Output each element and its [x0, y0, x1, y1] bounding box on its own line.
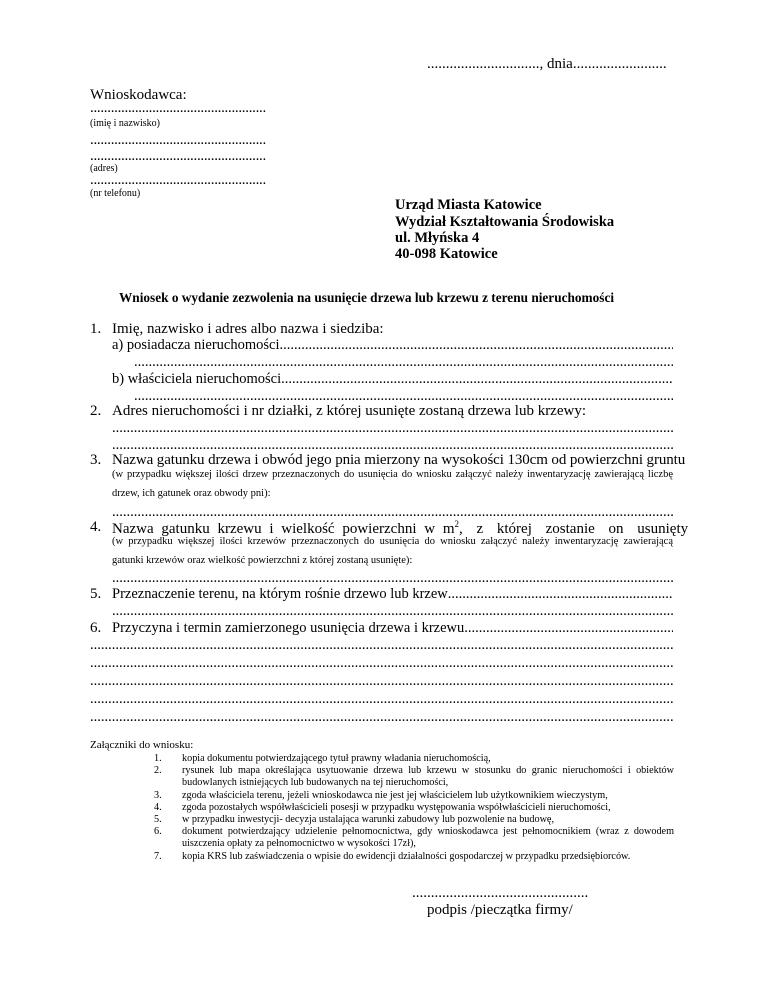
removal-reason-label: Przyczyna i termin zamierzonego usunięcia drzewa i krzewu [112, 620, 465, 636]
section-4-number: 4. [90, 519, 102, 535]
section-4-heading-sup: 2 [454, 519, 459, 529]
owner-possessor-label: a) posiadacza nieruchomości [112, 337, 280, 353]
attachment-item: 3. zgoda właściciela terenu, jeżeli wnioskodawca nie jest jej właścicielem lub użytkownikiem wieczystym, [154, 789, 608, 801]
removal-reason-line-5[interactable] [90, 709, 673, 726]
attachments-heading: Załączniki do wniosku: [90, 739, 194, 751]
property-address-field-1[interactable] [112, 420, 673, 437]
section-5-number: 5. [90, 586, 102, 602]
section-2-heading: Adres nieruchomości i nr działki, z której usunięte zostaną drzewa lub krzewy: [112, 403, 587, 419]
land-purpose-label: Przeznaczenie terenu, na którym rośnie drzewo lub krzew [112, 586, 448, 602]
signature-field[interactable]: ............................................... [412, 885, 589, 901]
removal-reason-line-1[interactable] [90, 637, 673, 654]
section-6-number: 6. [90, 620, 102, 636]
owner-field[interactable] [112, 371, 673, 388]
removal-reason-line-2[interactable] [90, 655, 673, 672]
applicant-address-field-1[interactable]: ................................................... [90, 132, 266, 148]
attachment-item: 4. zgoda pozostałych współwłaścicieli posesji w przypadku występowania współwłaścicieli nieruchomości, [154, 801, 611, 813]
attachment-item: 1. kopia dokumentu potwierdzającego tytuł prawny władania nieruchomością, [154, 753, 491, 764]
owner-label: b) właściciela nieruchomości [112, 371, 282, 387]
applicant-address-field-2[interactable]: ................................................... [90, 148, 266, 164]
section-1-number: 1. [90, 321, 102, 337]
attachment-item: 7. kopia KRS lub zaświadczenia o wpisie do ewidencji działalności gospodarczej w przypadku przedsiębiorców. [154, 850, 631, 862]
removal-reason-line-3[interactable] [90, 673, 673, 690]
applicant-name-field[interactable]: ................................................... [90, 100, 266, 116]
attachment-item: 6. dokument potwierdzający udzielenie pełnomocnictwa, gdy wnioskodawca jest pełnomocnikiem (wraz z dowodem uiszczenia opłaty za pełnomocnictwo w wysokości 17zł), [154, 826, 674, 850]
removal-reason-field[interactable] [112, 620, 673, 637]
recipient-line-3: ul. Młyńska 4 [395, 230, 480, 246]
attachment-item: 2. rysunek lub mapa określająca usytuowanie drzewa lub krzewu w stosunku do granic nieruchomości i obiektów budowlanych istniejących lub budowanych na tej nieruchomości, [154, 765, 674, 789]
place-date-field[interactable]: .............................., dnia......................... [427, 56, 667, 72]
section-3-note: (w przypadku większej ilości drzew przeznaczonych do usunięcia do wniosku załączyć należy inwentaryzację zawierającą liczbę drzew, ich gatunek oraz obwody pni): [112, 469, 673, 499]
recipient-line-1: Urząd Miasta Katowice [395, 197, 542, 213]
owner-possessor-field-2[interactable] [134, 354, 673, 371]
applicant-phone-field[interactable]: ................................................... [90, 172, 266, 188]
section-4-note: (w przypadku większej ilości krzewów przeznaczonych do usunięcia do wniosku załączyć należy inwentaryzację zawierającą gatunki krzewów oraz wielkość powierzchni z której zostaną usunięte): [112, 536, 673, 566]
signature-label: podpis /pieczątka firmy/ [427, 902, 573, 918]
form-title: Wniosek o wydanie zezwolenia na usunięcie drzewa lub krzewu z terenu nieruchomości [119, 290, 615, 305]
attachments-list [154, 753, 674, 863]
section-3-number: 3. [90, 452, 102, 468]
land-purpose-field-2[interactable] [112, 603, 673, 620]
recipient-line-2: Wydział Kształtowania Środowiska [395, 214, 615, 230]
recipient-line-4: 40-098 Katowice [395, 246, 498, 262]
applicant-name-label: (imię i nazwisko) [90, 118, 160, 129]
section-2-number: 2. [90, 403, 102, 419]
owner-possessor-field[interactable] [112, 337, 673, 354]
applicant-phone-label: (nr telefonu) [90, 188, 141, 199]
attachment-item: 5. w przypadku inwestycji- decyzja ustalająca warunki zabudowy lub pozwolenie na budowę, [154, 814, 554, 826]
land-purpose-field[interactable] [112, 586, 673, 603]
applicant-heading: Wnioskodawca: [90, 87, 187, 103]
shrub-species-field[interactable] [112, 570, 673, 587]
section-1-heading: Imię, nazwisko i adres albo nazwa i siedziba: [112, 321, 384, 337]
applicant-address-label: (adres) [90, 163, 118, 174]
section-4-heading-b: , z której zostanie on usunięty [458, 521, 689, 537]
section-4-heading-a: Nazwa gatunku krzewu i wielkość powierzchni w m [112, 521, 455, 537]
removal-reason-line-4[interactable] [90, 691, 673, 708]
section-3-heading: Nazwa gatunku drzewa i obwód jego pnia mierzony na wysokości 130cm od powierzchni gruntu [112, 452, 686, 468]
